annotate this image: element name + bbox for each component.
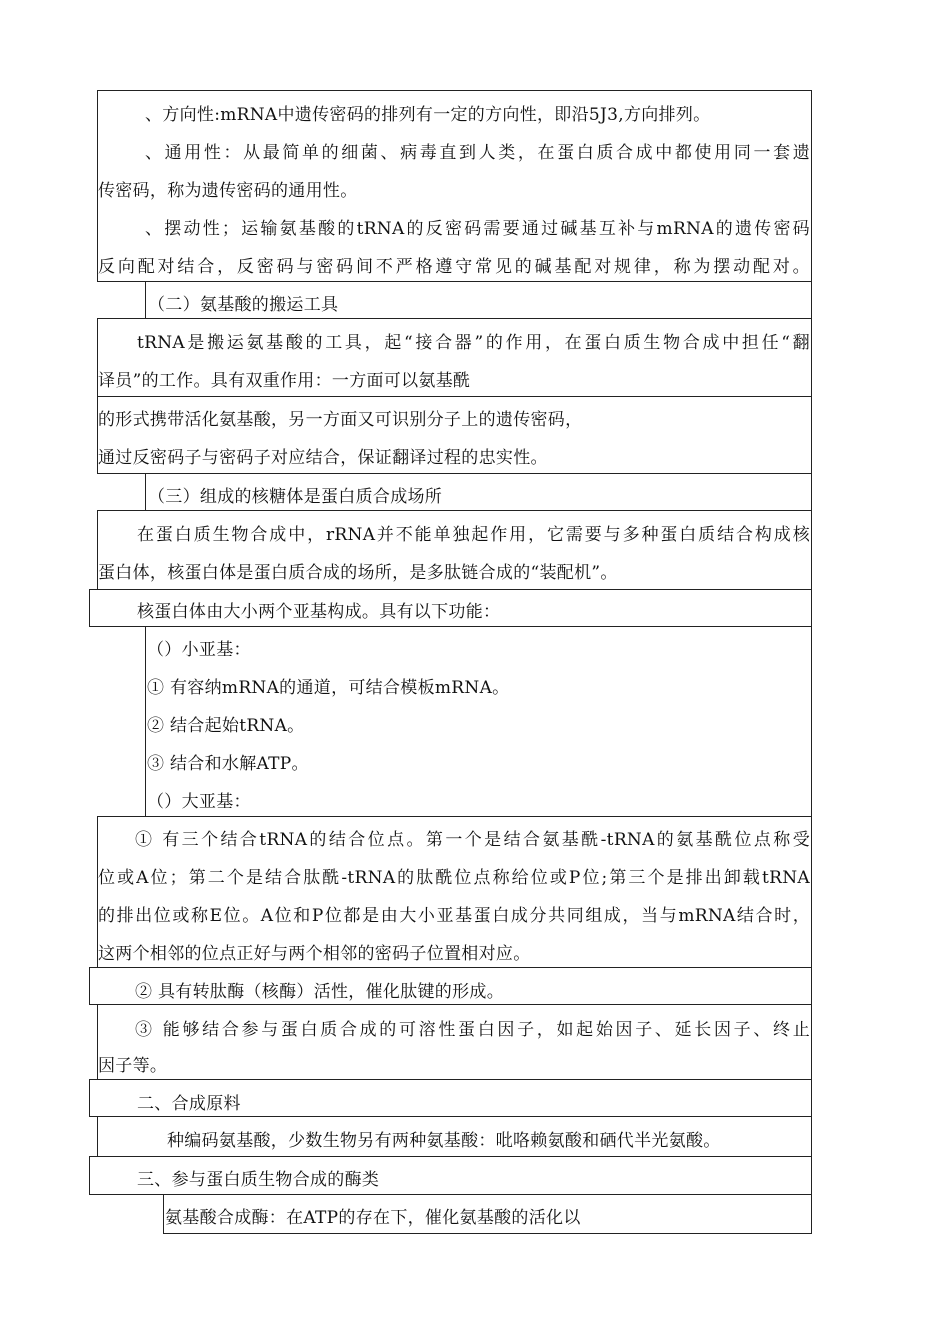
heading-ribosome: （三）组成的核糖体是蛋白质合成场所: [148, 487, 443, 507]
large-subunit-title: （）大亚基：: [147, 792, 251, 812]
direction-property: 、方向性:mRNA中遗传密码的排列有一定的方向性，即沿5J3,方向排列。: [145, 105, 711, 125]
large-subunit-1-line-2: 位或A位；第二个是结合肽酰-tRNA的肽酰位点称给位或P位;第三个是排出卸载tRNA: [98, 868, 810, 888]
wobble-line-1: 、摆动性；运输氨基酸的tRNA的反密码需要通过碱基互补与mRNA的遗传密码: [145, 219, 810, 239]
heading-trna: （二）氨基酸的搬运工具: [148, 295, 339, 315]
large-subunit-3-line-2: 因子等。: [98, 1056, 168, 1076]
trna-line-1: tRNA是搬运氨基酸的工具，起“接合器”的作用，在蛋白质生物合成中担任“翻: [137, 333, 810, 353]
rrna-line-1: 在蛋白质生物合成中，rRNA并不能单独起作用，它需要与多种蛋白质结合构成核: [137, 525, 810, 545]
universality-line-1: 、通用性：从最简单的细菌、病毒直到人类，在蛋白质合成中都使用同一套遗: [145, 143, 810, 163]
enzymes-text: 氨基酸合成酶：在ATP的存在下，催化氨基酸的活化以: [165, 1208, 581, 1228]
rrna-line-2: 蛋白体，核蛋白体是蛋白质合成的场所，是多肽链合成的“装配机”。: [98, 563, 618, 583]
heading-enzymes: 三、参与蛋白质生物合成的酶类: [137, 1170, 380, 1190]
large-subunit-2: ② 具有转肽酶（核酶）活性，催化肽键的形成。: [135, 982, 505, 1002]
small-subunit-title: （）小亚基：: [147, 640, 251, 660]
subunits-intro: 核蛋白体由大小两个亚基构成。具有以下功能：: [137, 602, 501, 622]
wobble-line-2: 反向配对结合，反密码与密码间不严格遵守常见的碱基配对规律，称为摆动配对。: [98, 257, 810, 277]
large-subunit-1-line-3: 的排出位或称E位。A位和P位都是由大小亚基蛋白成分共同组成，当与mRNA结合时，: [98, 906, 810, 926]
small-subunit-item-2: ② 结合起始tRNA。: [147, 716, 305, 736]
large-subunit-1-line-1: ① 有三个结合tRNA的结合位点。第一个是结合氨基酰-tRNA的氨基酰位点称受: [135, 830, 810, 850]
trna-line-2: 译员”的工作。具有双重作用：一方面可以氨基酰: [98, 371, 471, 391]
large-subunit-3-line-1: ③ 能够结合参与蛋白质合成的可溶性蛋白因子，如起始因子、延长因子、终止: [135, 1020, 810, 1040]
universality-line-2: 传密码，称为遗传密码的通用性。: [98, 181, 358, 201]
materials-text: 种编码氨基酸，少数生物另有两种氨基酸：吡咯赖氨酸和硒代半光氨酸。: [167, 1131, 721, 1151]
large-subunit-1-line-4: 这两个相邻的位点正好与两个相邻的密码子位置相对应。: [98, 944, 531, 964]
small-subunit-item-1: ① 有容纳mRNA的通道，可结合模板mRNA。: [147, 678, 510, 698]
trna-line-3: 的形式携带活化氨基酸，另一方面又可识别分子上的遗传密码，: [98, 410, 583, 430]
trna-line-4: 通过反密码子与密码子对应结合，保证翻译过程的忠实性。: [98, 448, 548, 468]
small-subunit-item-3: ③ 结合和水解ATP。: [147, 754, 309, 774]
heading-materials: 二、合成原料: [137, 1094, 241, 1114]
box-large-subunit-3: [97, 1004, 812, 1080]
